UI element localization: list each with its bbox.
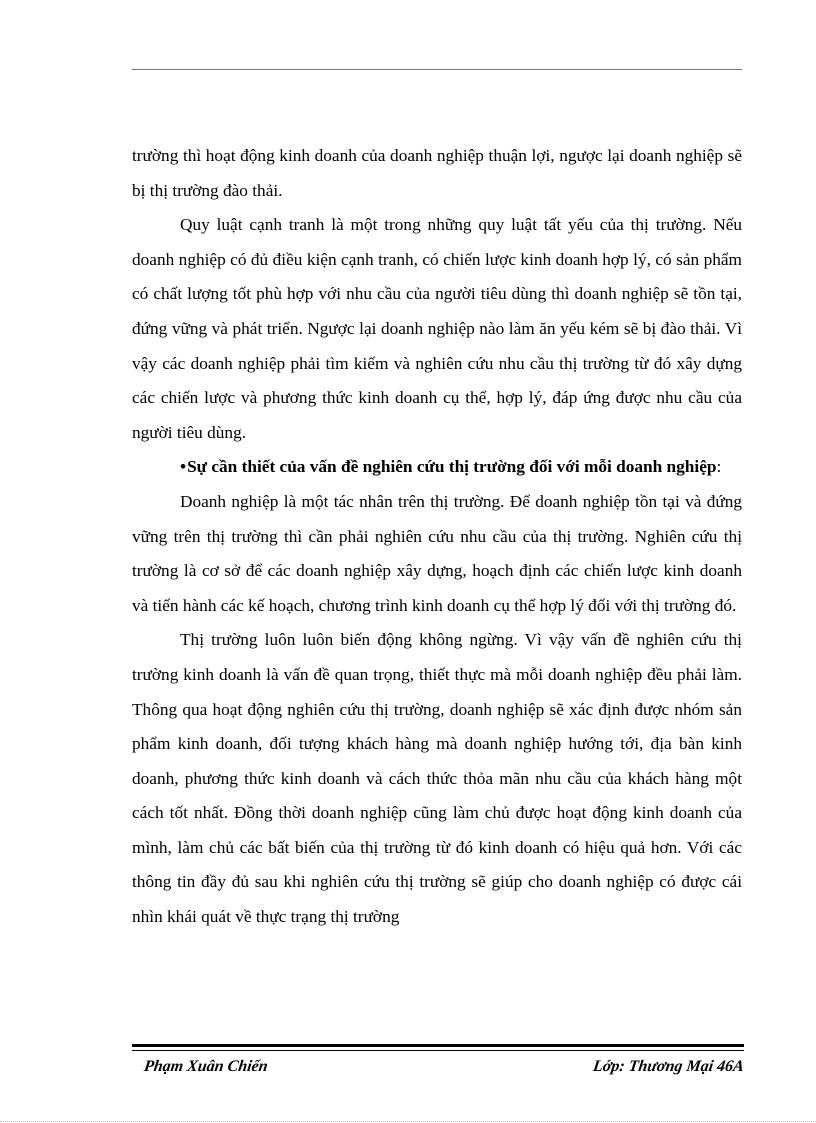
header-rule [132,69,742,70]
page-edge-divider [0,1121,816,1122]
paragraph-3: Doanh nghiệp là một tác nhân trên thị trường. Để doanh nghiệp tồn tại và đứng vững trên thị trường thì cần phải nghiên cứu nhu cầu của thị trường. Nghiên cứu thị trường là cơ sở để các doanh nghiệp xây dựng, hoạch định các chiến lược kinh doanh và tiến hành các kế hoạch, chương trình kinh doanh cụ thể hợp lý đối với thị trường đó. [132,491,742,615]
footer-rule-thin [132,1050,744,1051]
section-heading-suffix: : [716,457,722,477]
footer-author: Phạm Xuân Chiến [142,1058,269,1075]
paragraph-2: Quy luật cạnh tranh là một trong những quy luật tất yếu của thị trường. Nếu doanh nghiệp có đủ điều kiện cạnh tranh, có chiến lược kinh doanh hợp lý, có sản phẩm có chất lượng tốt phù hợp với nhu cầu của người tiêu dùng thì doanh nghiệp sẽ tồn tại, đứng vững và phát triển. Ngược lại doanh nghiệp nào làm ăn yếu kém sẽ bị đào thải. Vì vậy các doanh nghiệp phải tìm kiếm và nghiên cứu nhu cầu thị trường từ đó xây dựng các chiến lược và phương thức kinh doanh cụ thể, hợp lý, đáp ứng được nhu cầu của người tiêu dùng. [132,215,742,442]
document-body [132,139,742,935]
section-heading-text: Sự cần thiết của vấn đề nghiên cứu thị trường đối với mỗi doanh nghiệp [187,457,717,477]
footer-rule-thick [132,1044,744,1047]
footer-class: Lớp: Thương Mại 46A [592,1058,746,1075]
bullet-icon: • [180,457,187,477]
section-heading [132,450,742,485]
paragraph-4: Thị trường luôn luôn biến động không ngừng. Vì vậy vấn đề nghiên cứu thị trường kinh doanh là vấn đề quan trọng, thiết thực mà mỗi doanh nghiệp đều phải làm. Thông qua hoạt động nghiên cứu thị trường, doanh nghiệp sẽ xác định được nhóm sản phẩm kinh doanh, đối tượng khách hàng mà doanh nghiệp hướng tới, địa bàn kinh doanh, phương thức kinh doanh và cách thức thỏa mãn nhu cầu của khách hàng một cách tốt nhất. Đồng thời doanh nghiệp cũng làm chủ được hoạt động kinh doanh của mình, làm chủ các bất biến của thị trường từ đó kinh doanh có hiệu quả hơn. Với các thông tin đầy đủ sau khi nghiên cứu thị trường sẽ giúp cho doanh nghiệp có được cái nhìn khái quát về thực trạng thị trường [132,630,742,927]
paragraph-1: trường thì hoạt động kinh doanh của doanh nghiệp thuận lợi, ngược lại doanh nghiệp sẽ bị thị trường đào thải. [132,146,742,200]
